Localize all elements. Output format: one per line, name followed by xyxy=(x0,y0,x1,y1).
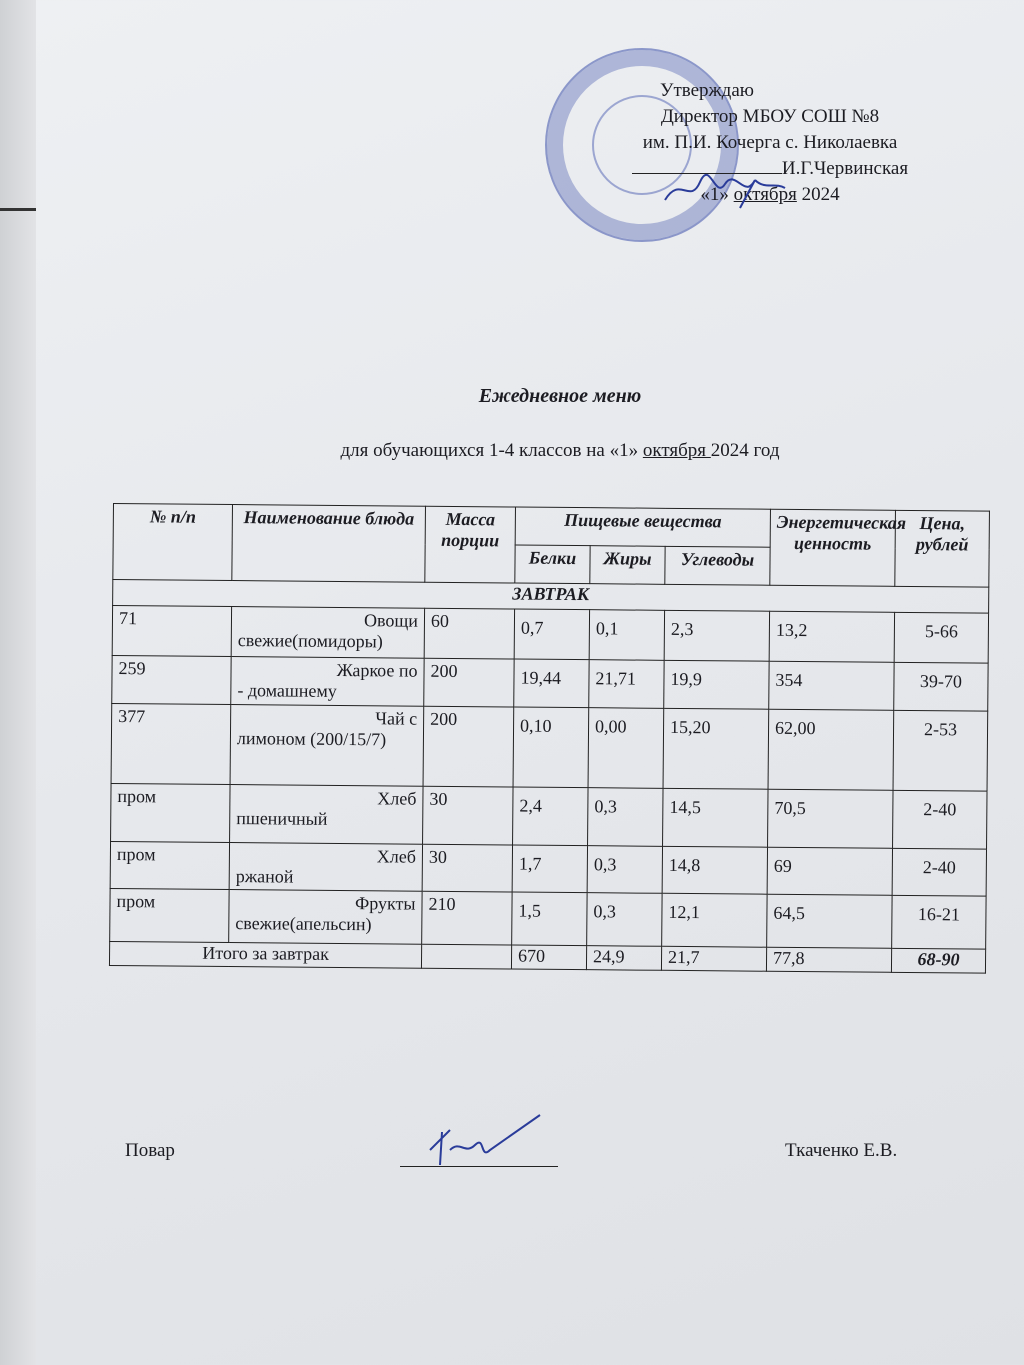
adjacent-page-edge xyxy=(0,0,36,1365)
row-mass: 210 xyxy=(422,891,512,945)
row-price: 2-53 xyxy=(893,710,988,791)
total-protein: 24,9 xyxy=(586,946,661,971)
approval-heading: Утверждаю xyxy=(660,80,754,101)
row-price: 16-21 xyxy=(892,895,986,949)
header-nutrients: Пищевые вещества xyxy=(515,507,770,547)
director-name: И.Г.Червинская xyxy=(781,158,909,179)
row-protein: 19,44 xyxy=(514,659,589,708)
row-protein: 2,4 xyxy=(513,787,589,846)
row-energy: 69 xyxy=(767,847,892,895)
header-protein: Белки xyxy=(515,545,590,584)
page-subtitle: для обучающихся 1-4 классов на «1» октября 2024 год xyxy=(340,440,780,461)
table-row xyxy=(112,606,988,664)
row-num: 377 xyxy=(111,703,231,784)
header-carbs: Углеводы xyxy=(665,546,770,585)
row-price: 5-66 xyxy=(894,612,988,663)
row-price: 2-40 xyxy=(892,848,986,896)
row-carbs: 15,20 xyxy=(663,708,769,789)
row-dish-name: Фрукты свежие(апельсин) xyxy=(229,890,422,945)
section-breakfast: ЗАВТРАК xyxy=(113,580,989,614)
row-protein: 0,7 xyxy=(514,609,589,660)
header-num: № п/п xyxy=(113,504,233,581)
row-energy: 62,00 xyxy=(768,709,894,790)
table-row xyxy=(111,703,988,791)
row-price: 2-40 xyxy=(893,790,988,849)
row-fat: 21,71 xyxy=(589,660,664,709)
row-dish-name: Хлеб ржаной xyxy=(229,843,422,892)
row-carbs: 14,8 xyxy=(662,846,767,894)
header-fat: Жиры xyxy=(590,546,665,585)
total-fat: 21,7 xyxy=(661,946,766,971)
page-title: Ежедневное меню xyxy=(478,385,642,407)
row-dish-name: Жаркое по - домашнему xyxy=(231,657,424,707)
row-fat: 0,3 xyxy=(587,846,662,894)
approval-month: октября xyxy=(733,184,797,205)
menu-table xyxy=(109,503,990,974)
row-protein: 1,5 xyxy=(512,892,587,946)
approval-position: Директор МБОУ СОШ №8 xyxy=(660,106,880,127)
row-mass: 200 xyxy=(423,706,514,787)
table-row xyxy=(110,841,986,896)
row-dish-name: Чай с лимоном (200/15/7) xyxy=(230,705,424,787)
row-carbs: 12,1 xyxy=(662,893,767,947)
row-mass: 30 xyxy=(422,844,512,892)
header-name: Наименование блюда xyxy=(232,505,426,583)
row-mass: 60 xyxy=(424,608,514,659)
total-energy: 77,8 xyxy=(766,947,891,972)
row-carbs: 14,5 xyxy=(663,788,769,847)
row-protein: 1,7 xyxy=(512,845,587,893)
row-num: 259 xyxy=(112,655,231,704)
header-mass: Масса порции xyxy=(425,506,516,583)
header-price: Цена, рублей xyxy=(895,510,990,587)
director-signature xyxy=(660,170,790,210)
row-num: пром xyxy=(110,888,229,942)
row-fat: 0,3 xyxy=(587,893,662,947)
row-energy: 70,5 xyxy=(768,789,894,848)
approval-year: 2024 xyxy=(801,184,840,205)
table-row xyxy=(110,888,986,949)
header-energy: Энергетическая ценность xyxy=(770,509,896,586)
approval-school: им. П.И. Кочерга с. Николаевка xyxy=(642,132,898,153)
row-dish-name: Хлеб пшеничный xyxy=(230,785,423,845)
cook-label: Повар xyxy=(125,1140,175,1161)
table-row xyxy=(112,655,988,711)
cook-signature xyxy=(420,1110,550,1170)
row-protein: 0,10 xyxy=(513,707,589,788)
row-energy: 13,2 xyxy=(769,611,894,662)
row-carbs: 19,9 xyxy=(664,660,769,709)
row-mass: 200 xyxy=(424,658,514,707)
row-num: пром xyxy=(111,783,231,842)
row-dish-name: Овощи свежие(помидоры) xyxy=(231,607,424,659)
approval-day: «1» xyxy=(700,184,729,205)
row-num: пром xyxy=(110,841,229,889)
cook-name: Ткаченко Е.В. xyxy=(785,1140,898,1161)
row-mass: 30 xyxy=(423,786,514,845)
table-row xyxy=(111,783,987,849)
total-price: 68-90 xyxy=(891,948,985,973)
row-carbs: 2,3 xyxy=(664,610,769,661)
row-energy: 354 xyxy=(769,661,894,710)
row-fat: 0,1 xyxy=(589,610,664,661)
row-num: 71 xyxy=(112,606,231,657)
total-label: Итого за завтрак xyxy=(109,941,421,968)
row-fat: 0,00 xyxy=(588,708,664,789)
total-mass: 670 xyxy=(511,945,586,970)
row-price: 39-70 xyxy=(894,662,988,711)
row-fat: 0,3 xyxy=(588,788,664,847)
row-energy: 64,5 xyxy=(767,894,892,948)
